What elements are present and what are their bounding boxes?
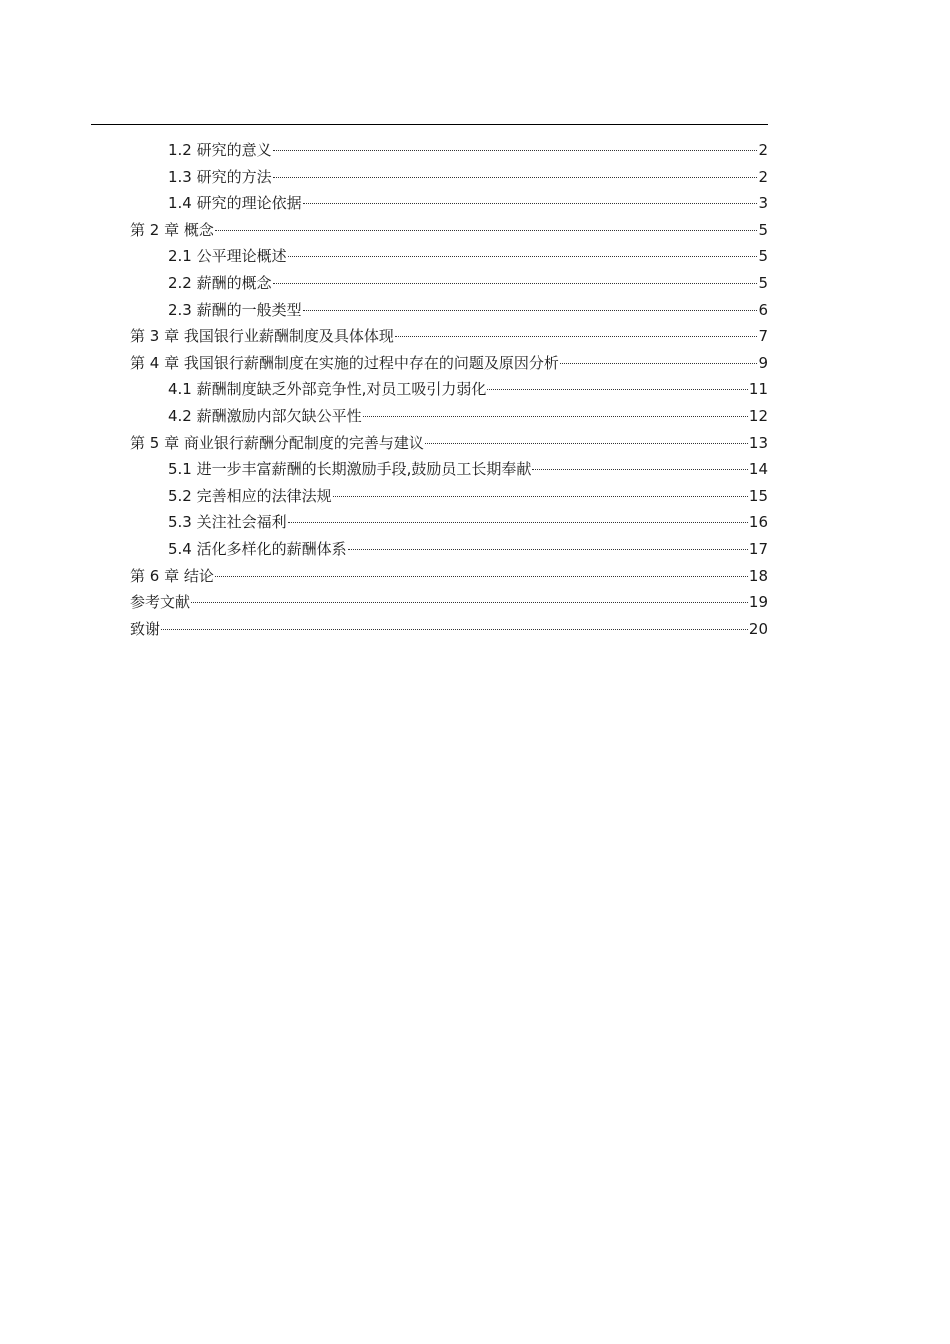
toc-entry-page-number: 17 xyxy=(748,539,768,558)
toc-dot-leader xyxy=(273,150,758,151)
toc-entry[interactable] xyxy=(130,137,768,164)
toc-dot-leader xyxy=(363,416,748,417)
toc-entry-title: 第 5 章 商业银行薪酬分配制度的完善与建议 xyxy=(130,433,424,452)
toc-entry-title: 2.2 薪酬的概念 xyxy=(168,273,272,292)
toc-entry[interactable] xyxy=(130,350,768,377)
toc-entry-title: 5.3 关注社会福利 xyxy=(168,513,287,532)
toc-dot-leader xyxy=(560,363,758,364)
toc-entry-page-number: 12 xyxy=(748,406,768,425)
toc-dot-leader xyxy=(161,629,748,630)
toc-entry-title: 第 6 章 结论 xyxy=(130,566,214,585)
toc-entry[interactable] xyxy=(130,589,768,616)
table-of-contents xyxy=(130,137,768,642)
toc-entry-page-number: 5 xyxy=(758,273,768,292)
toc-entry-page-number: 9 xyxy=(758,353,768,372)
toc-entry-page-number: 5 xyxy=(758,220,768,239)
toc-dot-leader xyxy=(348,549,748,550)
toc-entry-title: 2.1 公平理论概述 xyxy=(168,247,287,266)
toc-entry[interactable] xyxy=(130,270,768,297)
toc-entry-page-number: 20 xyxy=(748,619,768,638)
toc-entry-page-number: 14 xyxy=(748,460,768,479)
toc-entry[interactable] xyxy=(130,376,768,403)
toc-dot-leader xyxy=(273,283,758,284)
toc-dot-leader xyxy=(288,522,748,523)
toc-dot-leader xyxy=(215,576,748,577)
toc-entry-title: 1.4 研究的理论依据 xyxy=(168,194,302,213)
toc-entry-page-number: 19 xyxy=(748,593,768,612)
toc-entry-page-number: 6 xyxy=(758,300,768,319)
toc-entry-title: 1.3 研究的方法 xyxy=(168,167,272,186)
toc-entry-title: 第 2 章 概念 xyxy=(130,220,214,239)
toc-entry-title: 1.2 研究的意义 xyxy=(168,141,272,159)
toc-entry[interactable] xyxy=(130,403,768,430)
toc-dot-leader xyxy=(303,310,758,311)
toc-entry[interactable] xyxy=(130,164,768,191)
header-rule xyxy=(91,124,768,125)
toc-entry[interactable] xyxy=(130,430,768,457)
toc-entry-page-number: 2 xyxy=(758,167,768,186)
toc-entry-page-number: 13 xyxy=(748,433,768,452)
toc-entry[interactable] xyxy=(130,563,768,590)
toc-dot-leader xyxy=(532,469,748,470)
toc-entry-title: 参考文献 xyxy=(130,593,191,612)
toc-entry[interactable] xyxy=(130,243,768,270)
toc-entry[interactable] xyxy=(130,217,768,244)
toc-dot-leader xyxy=(425,443,748,444)
toc-dot-leader xyxy=(191,602,748,603)
toc-dot-leader xyxy=(333,496,748,497)
toc-entry-page-number: 15 xyxy=(748,486,768,505)
toc-entry[interactable] xyxy=(130,456,768,483)
toc-entry-page-number: 2 xyxy=(758,141,768,159)
toc-entry-page-number: 3 xyxy=(758,194,768,213)
toc-entry[interactable] xyxy=(130,323,768,350)
toc-entry-page-number: 5 xyxy=(758,247,768,266)
toc-entry-title: 4.2 薪酬激励内部欠缺公平性 xyxy=(168,406,362,425)
toc-entry[interactable] xyxy=(130,616,768,643)
toc-entry-title: 5.1 进一步丰富薪酬的长期激励手段,鼓励员工长期奉献 xyxy=(168,460,532,479)
toc-entry[interactable] xyxy=(130,297,768,324)
toc-dot-leader xyxy=(215,230,758,231)
toc-dot-leader xyxy=(273,177,758,178)
toc-entry-title: 第 3 章 我国银行业薪酬制度及具体体现 xyxy=(130,327,394,346)
toc-entry-title: 第 4 章 我国银行薪酬制度在实施的过程中存在的问题及原因分析 xyxy=(130,353,559,372)
toc-entry[interactable] xyxy=(130,190,768,217)
toc-entry-title: 5.4 活化多样化的薪酬体系 xyxy=(168,539,347,558)
toc-dot-leader xyxy=(288,256,758,257)
toc-entry-page-number: 7 xyxy=(758,327,768,346)
toc-entry[interactable] xyxy=(130,536,768,563)
toc-dot-leader xyxy=(487,389,748,390)
toc-entry-title: 致谢 xyxy=(130,619,161,638)
toc-entry-title: 5.2 完善相应的法律法规 xyxy=(168,486,332,505)
toc-entry[interactable] xyxy=(130,483,768,510)
toc-entry-page-number: 18 xyxy=(748,566,768,585)
toc-dot-leader xyxy=(303,203,758,204)
toc-entry-page-number: 11 xyxy=(748,380,768,399)
toc-entry-title: 2.3 薪酬的一般类型 xyxy=(168,300,302,319)
toc-entry-page-number: 16 xyxy=(748,513,768,532)
toc-dot-leader xyxy=(395,336,758,337)
toc-entry[interactable] xyxy=(130,509,768,536)
toc-entry-title: 4.1 薪酬制度缺乏外部竞争性,对员工吸引力弱化 xyxy=(168,380,487,399)
